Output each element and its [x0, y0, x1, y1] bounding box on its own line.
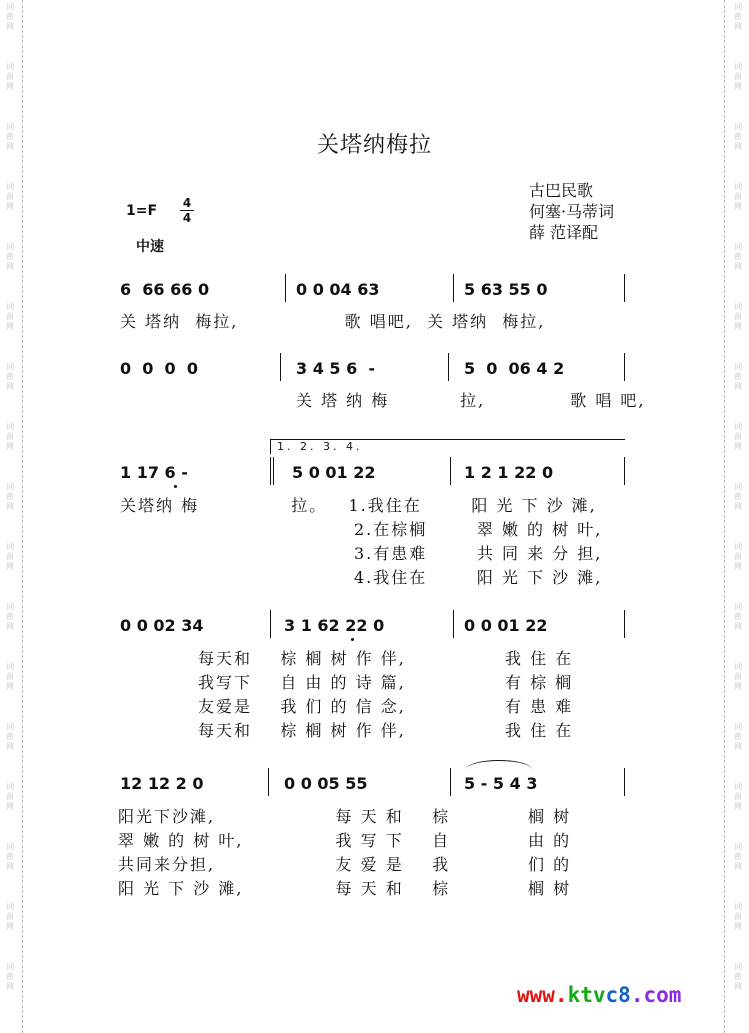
barline [270, 610, 271, 638]
watermark-stamp: 词 曲 网 [734, 122, 742, 151]
barline [624, 353, 625, 381]
watermark-stamp: 词 曲 网 [6, 542, 14, 571]
watermark-stamp: 词 曲 网 [6, 902, 14, 931]
watermark-stamp: 词 曲 网 [6, 2, 14, 31]
barline [448, 353, 449, 381]
time-signature [180, 197, 194, 224]
measure: 0 0 05 55 [284, 774, 368, 793]
watermark-stamp: 词 曲 网 [734, 182, 742, 211]
low-octave-dot [351, 638, 354, 641]
barline [268, 768, 269, 796]
watermark-stamp: 词 曲 网 [6, 62, 14, 91]
watermark-stamp: 词 曲 网 [734, 62, 742, 91]
barline [453, 274, 454, 302]
watermark-stamp: 词 曲 网 [734, 362, 742, 391]
barline [280, 353, 281, 381]
site-watermark[interactable] [517, 983, 681, 1007]
credit-origin: 古巴民歌 [529, 181, 594, 200]
lyric-line: 3.有患难 共 同 来 分 担, [354, 544, 603, 563]
watermark-stamp: 词 曲 网 [734, 662, 742, 691]
credits [529, 180, 614, 243]
lyric-line: 关 塔 纳 梅 拉, 歌 唱 吧, [296, 391, 646, 410]
watermark-stamp: 词 曲 网 [6, 602, 14, 631]
barline [273, 457, 274, 485]
watermark-stamp: 词 曲 网 [734, 482, 742, 511]
barline [624, 610, 625, 638]
time-signature-top: 4 [182, 196, 192, 210]
barline [270, 457, 271, 485]
lyric-line: 每天和 棕 榈 树 作 伴, 我 住 在 [198, 649, 574, 668]
site-part: ktv [567, 983, 606, 1007]
lyric-line: 共同来分担, 友 爱 是 我 们 的 [118, 855, 572, 874]
measure: 3 1 62 22 0 [284, 616, 385, 635]
measure: 1 2 1 22 0 [464, 463, 554, 482]
watermark-stamp: 词 曲 网 [6, 182, 14, 211]
watermark-stamp: 词 曲 网 [734, 902, 742, 931]
barline [624, 457, 625, 485]
watermark-stamp: 词 曲 网 [6, 242, 14, 271]
measure: 0 0 04 63 [296, 280, 380, 299]
watermark-stamp: 词 曲 网 [734, 2, 742, 31]
barline [624, 768, 625, 796]
measure: 3 4 5 6 - [296, 359, 376, 378]
site-part: c8 [605, 983, 631, 1007]
site-part: www. [517, 983, 568, 1007]
measure: 5 63 55 0 [464, 280, 548, 299]
time-signature-bottom: 4 [182, 211, 192, 225]
song-title: 关塔纳梅拉 [316, 133, 432, 158]
key-signature: 1=F [126, 203, 158, 219]
lyric-line: 阳光下沙滩, 每 天 和 棕 榈 树 [118, 807, 572, 826]
watermark-stamp: 词 曲 网 [6, 422, 14, 451]
barline [453, 610, 454, 638]
watermark-stamp: 词 曲 网 [734, 602, 742, 631]
credit-arranger: 薛 范译配 [529, 223, 599, 242]
watermark-stamp: 词 曲 网 [6, 962, 14, 991]
watermark-stamp: 词 曲 网 [6, 722, 14, 751]
watermark-stamp: 词 曲 网 [6, 122, 14, 151]
lyric-line: 翠 嫩 的 树 叶, 我 写 下 自 由 的 [118, 831, 572, 850]
barline [450, 457, 451, 485]
tempo-marking: 中速 [136, 239, 164, 255]
watermark-stamp: 词 曲 网 [734, 242, 742, 271]
measure: 12 12 2 0 [120, 774, 204, 793]
lyric-line: 每天和 棕 榈 树 作 伴, 我 住 在 [198, 721, 574, 740]
site-part: .com [630, 983, 682, 1007]
watermark-stamp: 词 曲 网 [734, 422, 742, 451]
measure: 0 0 0 0 [120, 359, 198, 378]
lyric-line: 友爱是 我 们 的 信 念, 有 患 难 [198, 697, 574, 716]
measure: 5 - 5 4 3 [464, 774, 538, 793]
watermark-stamp: 词 曲 网 [6, 662, 14, 691]
watermark-stamp: 词 曲 网 [734, 302, 742, 331]
lyric-line: 关 塔纳 梅拉, 歌 唱吧, 关 塔纳 梅拉, [120, 312, 546, 331]
barline [450, 768, 451, 796]
watermark-stamp: 词 曲 网 [734, 722, 742, 751]
watermark-stamp: 词 曲 网 [6, 362, 14, 391]
lyric-line: 4.我住在 阳 光 下 沙 滩, [354, 568, 603, 587]
watermark-stamp: 词 曲 网 [734, 542, 742, 571]
measure: 1 17 6 - [120, 463, 188, 482]
low-octave-dot [174, 485, 177, 488]
barline [285, 274, 286, 302]
watermark-stamp: 词 曲 网 [734, 782, 742, 811]
lyric-line: 阳 光 下 沙 滩, 每 天 和 棕 榈 树 [118, 879, 572, 898]
watermark-stamp: 词 曲 网 [6, 482, 14, 511]
barline [624, 274, 625, 302]
lyric-line: 我写下 自 由 的 诗 篇, 有 棕 榈 [198, 673, 574, 692]
lyric-line: 2.在棕榈 翠 嫩 的 树 叶, [354, 520, 603, 539]
measure: 5 0 06 4 2 [464, 359, 565, 378]
watermark-stamp: 词 曲 网 [6, 302, 14, 331]
volta-bracket [270, 439, 625, 454]
watermark-stamp: 词 曲 网 [734, 962, 742, 991]
lyric-line: 关塔纳 梅 拉。 1.我住在 阳 光 下 沙 滩, [120, 496, 597, 515]
watermark-stamp: 词 曲 网 [734, 842, 742, 871]
volta-label: 1. 2. 3. 4. [277, 440, 363, 453]
measure: 6 66 66 0 [120, 280, 210, 299]
watermark-stamp: 词 曲 网 [6, 842, 14, 871]
measure: 0 0 02 34 [120, 616, 204, 635]
watermark-stamp: 词 曲 网 [6, 782, 14, 811]
measure: 0 0 01 22 [464, 616, 548, 635]
credit-lyricist: 何塞·马蒂词 [529, 202, 615, 221]
measure: 5 0 01 22 [292, 463, 376, 482]
